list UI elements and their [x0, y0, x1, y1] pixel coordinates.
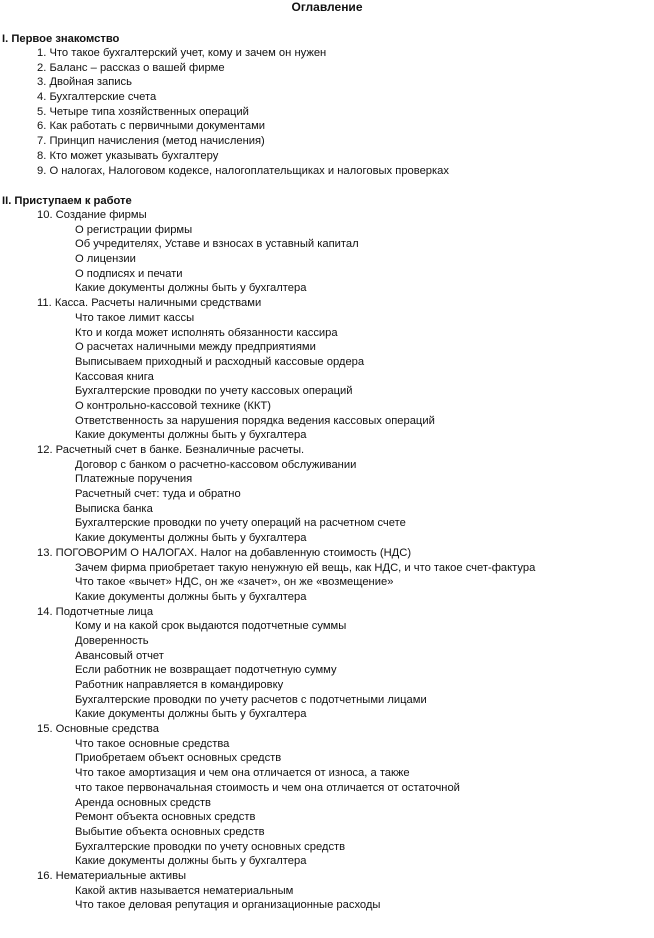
- toc-subitem: Какие документы должны быть у бухгалтера: [75, 708, 307, 721]
- toc-subitem: Об учредителях, Уставе и взносах в уставный капитал: [75, 238, 359, 251]
- toc-subitem: Ремонт объекта основных средств: [75, 811, 256, 824]
- toc-subitem: Что такое лимит кассы: [75, 311, 195, 324]
- toc-subitem: Кому и на какой срок выдаются подотчетные суммы: [75, 620, 347, 633]
- toc-subitem: Выбытие объекта основных средств: [75, 825, 265, 838]
- toc-chapter: 13. ПОГОВОРИМ О НАЛОГАХ. Налог на добавленную стоимость (НДС): [37, 546, 412, 559]
- toc-subitem: что такое первоначальная стоимость и чем она отличается от остаточной: [75, 781, 460, 794]
- toc-item: 2. Баланс – рассказ о вашей фирме: [37, 61, 225, 74]
- toc-item: 1. Что такое бухгалтерский учет, кому и зачем он нужен: [37, 47, 327, 59]
- toc-subitem: Какие документы должны быть у бухгалтера: [75, 282, 307, 295]
- section-heading-1: I. Первое знакомство: [2, 33, 120, 45]
- toc-subitem: Какие документы должны быть у бухгалтера: [75, 532, 307, 545]
- toc-subitem: Авансовый отчет: [75, 649, 164, 662]
- toc-item: 3. Двойная запись: [37, 76, 132, 89]
- toc-subitem: Какие документы должны быть у бухгалтера: [75, 429, 307, 442]
- toc-item: 5. Четыре типа хозяйственных операций: [37, 105, 249, 118]
- toc-subitem: Какой актив называется нематериальным: [75, 884, 294, 897]
- toc-item: 7. Принцип начисления (метод начисления): [37, 135, 265, 148]
- toc-subitem: Зачем фирма приобретает такую ненужную ей вещь, как НДС, и что такое счет-фактура: [75, 561, 536, 574]
- section-2-list: [0, 208, 654, 913]
- toc-subitem: О подписях и печати: [75, 267, 183, 280]
- toc-subitem: Работник направляется в командировку: [75, 679, 284, 691]
- toc-subitem: Выписываем приходный и расходный кассовые ордера: [75, 355, 365, 368]
- toc-chapter: 10. Создание фирмы: [37, 209, 147, 221]
- toc-subitem: О расчетах наличными между предприятиями: [75, 341, 316, 354]
- section-heading-2: II. Приступаем к работе: [2, 195, 132, 207]
- toc-subitem: Бухгалтерские проводки по учету основных средств: [75, 840, 346, 853]
- toc-subitem: О лицензии: [75, 253, 136, 266]
- toc-subitem: Выписка банка: [75, 502, 153, 515]
- toc-subitem: Кассовая книга: [75, 370, 154, 383]
- toc-item: 6. Как работать с первичными документами: [37, 120, 266, 133]
- toc-subitem: Что такое основные средства: [75, 737, 230, 750]
- toc-subitem: Какие документы должны быть у бухгалтера: [75, 855, 307, 868]
- toc-chapter: 11. Касса. Расчеты наличными средствами: [37, 297, 262, 310]
- page-title: Оглавление: [291, 0, 363, 14]
- toc-subitem: Расчетный счет: туда и обратно: [75, 488, 241, 501]
- toc-subitem: Что такое амортизация и чем она отличается от износа, а также: [75, 767, 410, 780]
- toc-subitem: Аренда основных средств: [75, 796, 212, 809]
- toc-chapter: 16. Нематериальные активы: [37, 869, 187, 882]
- toc-subitem: Что такое деловая репутация и организационные расходы: [75, 899, 381, 912]
- toc-subitem: Платежные поручения: [75, 473, 193, 486]
- toc-item: 8. Кто может указывать бухгалтеру: [37, 149, 219, 162]
- toc-subitem: Бухгалтерские проводки по учету кассовых операций: [75, 385, 353, 398]
- toc-item: 9. О налогах, Налоговом кодексе, налогоплательщиках и налоговых проверках: [37, 164, 449, 177]
- toc-subitem: О контрольно-кассовой технике (ККТ): [75, 399, 271, 412]
- toc-chapter: 14. Подотчетные лица: [37, 605, 154, 618]
- toc-chapter: 12. Расчетный счет в банке. Безналичные расчеты.: [37, 444, 305, 456]
- toc-subitem: Договор с банком о расчетно-кассовом обслуживании: [75, 458, 357, 471]
- toc-subitem: Ответственность за нарушения порядка ведения кассовых операций: [75, 414, 435, 427]
- toc-subitem: Если работник не возвращает подотчетную сумму: [75, 664, 337, 677]
- toc-chapter: 15. Основные средства: [37, 723, 159, 736]
- toc-subitem: Кто и когда может исполнять обязанности кассира: [75, 326, 338, 339]
- toc-subitem: Бухгалтерские проводки по учету операций на расчетном счете: [75, 517, 406, 530]
- toc-subitem: Что такое «вычет» НДС, он же «зачет», он же «возмещение»: [75, 576, 394, 589]
- toc-item: 4. Бухгалтерские счета: [37, 91, 157, 104]
- toc-subitem: Приобретаем объект основных средств: [75, 752, 282, 765]
- toc-subitem: Бухгалтерские проводки по учету расчетов с подотчетными лицами: [75, 693, 427, 706]
- section-1-list: [0, 46, 654, 178]
- toc-subitem: О регистрации фирмы: [75, 223, 193, 236]
- toc-subitem: Доверенность: [75, 634, 149, 647]
- toc-subitem: Какие документы должны быть у бухгалтера: [75, 590, 307, 603]
